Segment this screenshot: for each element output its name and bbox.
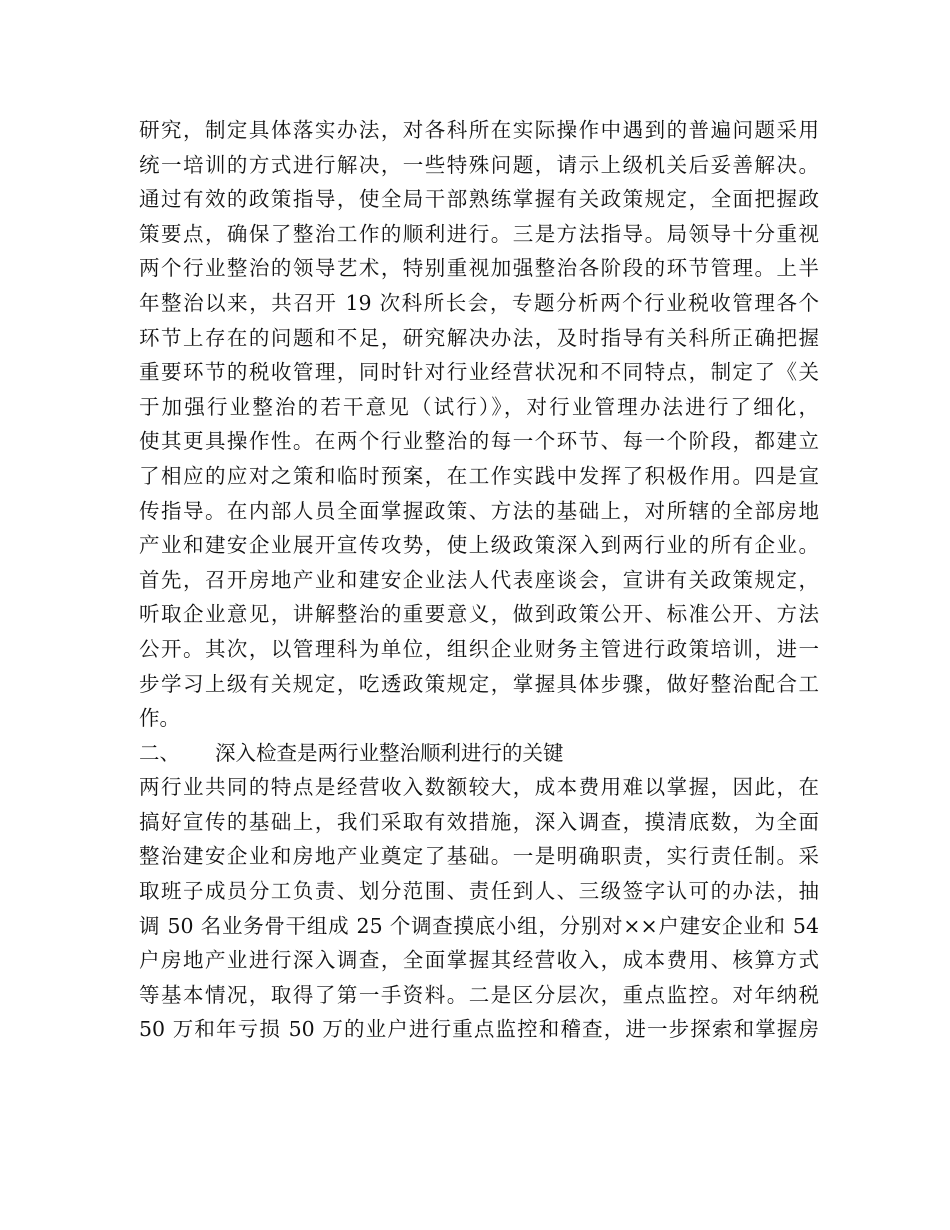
paragraph-line: 环节上存在的问题和不足，研究解决办法，及时指导有关科所正确把握 bbox=[139, 325, 819, 350]
paragraph-line: 听取企业意见，讲解整治的重要意义，做到政策公开、标准公开、方法 bbox=[139, 602, 819, 627]
paragraph-line: 调 50 名业务骨干组成 25 个调查摸底小组，分别对××户建安企业和 54 bbox=[139, 913, 819, 938]
paragraph-line: 整治建安企业和房地产业奠定了基础。一是明确职责，实行责任制。采 bbox=[139, 844, 819, 869]
paragraph-line: 于加强行业整治的若干意见（试行）》，对行业管理办法进行了细化， bbox=[139, 394, 819, 419]
paragraph-line: 使其更具操作性。在两个行业整治的每一个环节、每一个阶段，都建立 bbox=[139, 429, 819, 454]
section-heading bbox=[139, 736, 819, 771]
document-body bbox=[139, 113, 819, 1047]
paragraph-line: 统一培训的方式进行解决，一些特殊问题，请示上级机关后妥善解决。 bbox=[139, 152, 819, 177]
paragraph-line: 两个行业整治的领导艺术，特别重视加强整治各阶段的环节管理。上半 bbox=[139, 256, 819, 281]
paragraph-line: 传指导。在内部人员全面掌握政策、方法的基础上，对所辖的全部房地 bbox=[139, 498, 819, 523]
paragraph-line: 年整治以来，共召开 19 次科所长会，专题分析两个行业税收管理各个 bbox=[139, 290, 819, 315]
paragraph-line: 等基本情况，取得了第一手资料。二是区分层次，重点监控。对年纳税 bbox=[139, 982, 819, 1007]
paragraph-line: 研究，制定具体落实办法，对各科所在实际操作中遇到的普遍问题采用 bbox=[139, 118, 819, 142]
paragraph-line: 策要点，确保了整治工作的顺利进行。三是方法指导。局领导十分重视 bbox=[139, 221, 819, 246]
paragraph-line: 50 万和年亏损 50 万的业户进行重点监控和稽查，进一步探索和掌握房 bbox=[139, 1017, 819, 1042]
paragraph-line: 产业和建安企业展开宣传攻势，使上级政策深入到两行业的所有企业。 bbox=[139, 533, 819, 558]
paragraph-line: 首先，召开房地产业和建安企业法人代表座谈会，宣讲有关政策规定， bbox=[139, 567, 819, 592]
paragraph-line: 重要环节的税收管理，同时针对行业经营状况和不同特点，制定了《关 bbox=[139, 360, 819, 385]
paragraph-line: 通过有效的政策指导，使全局干部熟练掌握有关政策规定，全面把握政 bbox=[139, 187, 819, 212]
paragraph-line: 公开。其次，以管理科为单位，组织企业财务主管进行政策培训，进一 bbox=[139, 636, 819, 661]
section-number: 二、 bbox=[139, 740, 180, 765]
paragraph-line: 两行业共同的特点是经营收入数额较大，成本费用难以掌握，因此，在 bbox=[139, 775, 819, 800]
paragraph-line: 搞好宣传的基础上，我们采取有效措施，深入调查，摸清底数，为全面 bbox=[139, 809, 819, 834]
paragraph-line: 了相应的应对之策和临时预案，在工作实践中发挥了积极作用。四是宣 bbox=[139, 463, 819, 488]
section-title: 深入检查是两行业整治顺利进行的关键 bbox=[215, 740, 564, 765]
paragraph-line: 户房地产业进行深入调查，全面掌握其经营收入，成本费用、核算方式 bbox=[139, 948, 819, 973]
paragraph-line: 取班子成员分工负责、划分范围、责任到人、三级签字认可的办法，抽 bbox=[139, 879, 819, 904]
paragraph-line: 作。 bbox=[139, 706, 180, 731]
paragraph-line: 步学习上级有关规定，吃透政策规定，掌握具体步骤，做好整治配合工 bbox=[139, 671, 819, 696]
